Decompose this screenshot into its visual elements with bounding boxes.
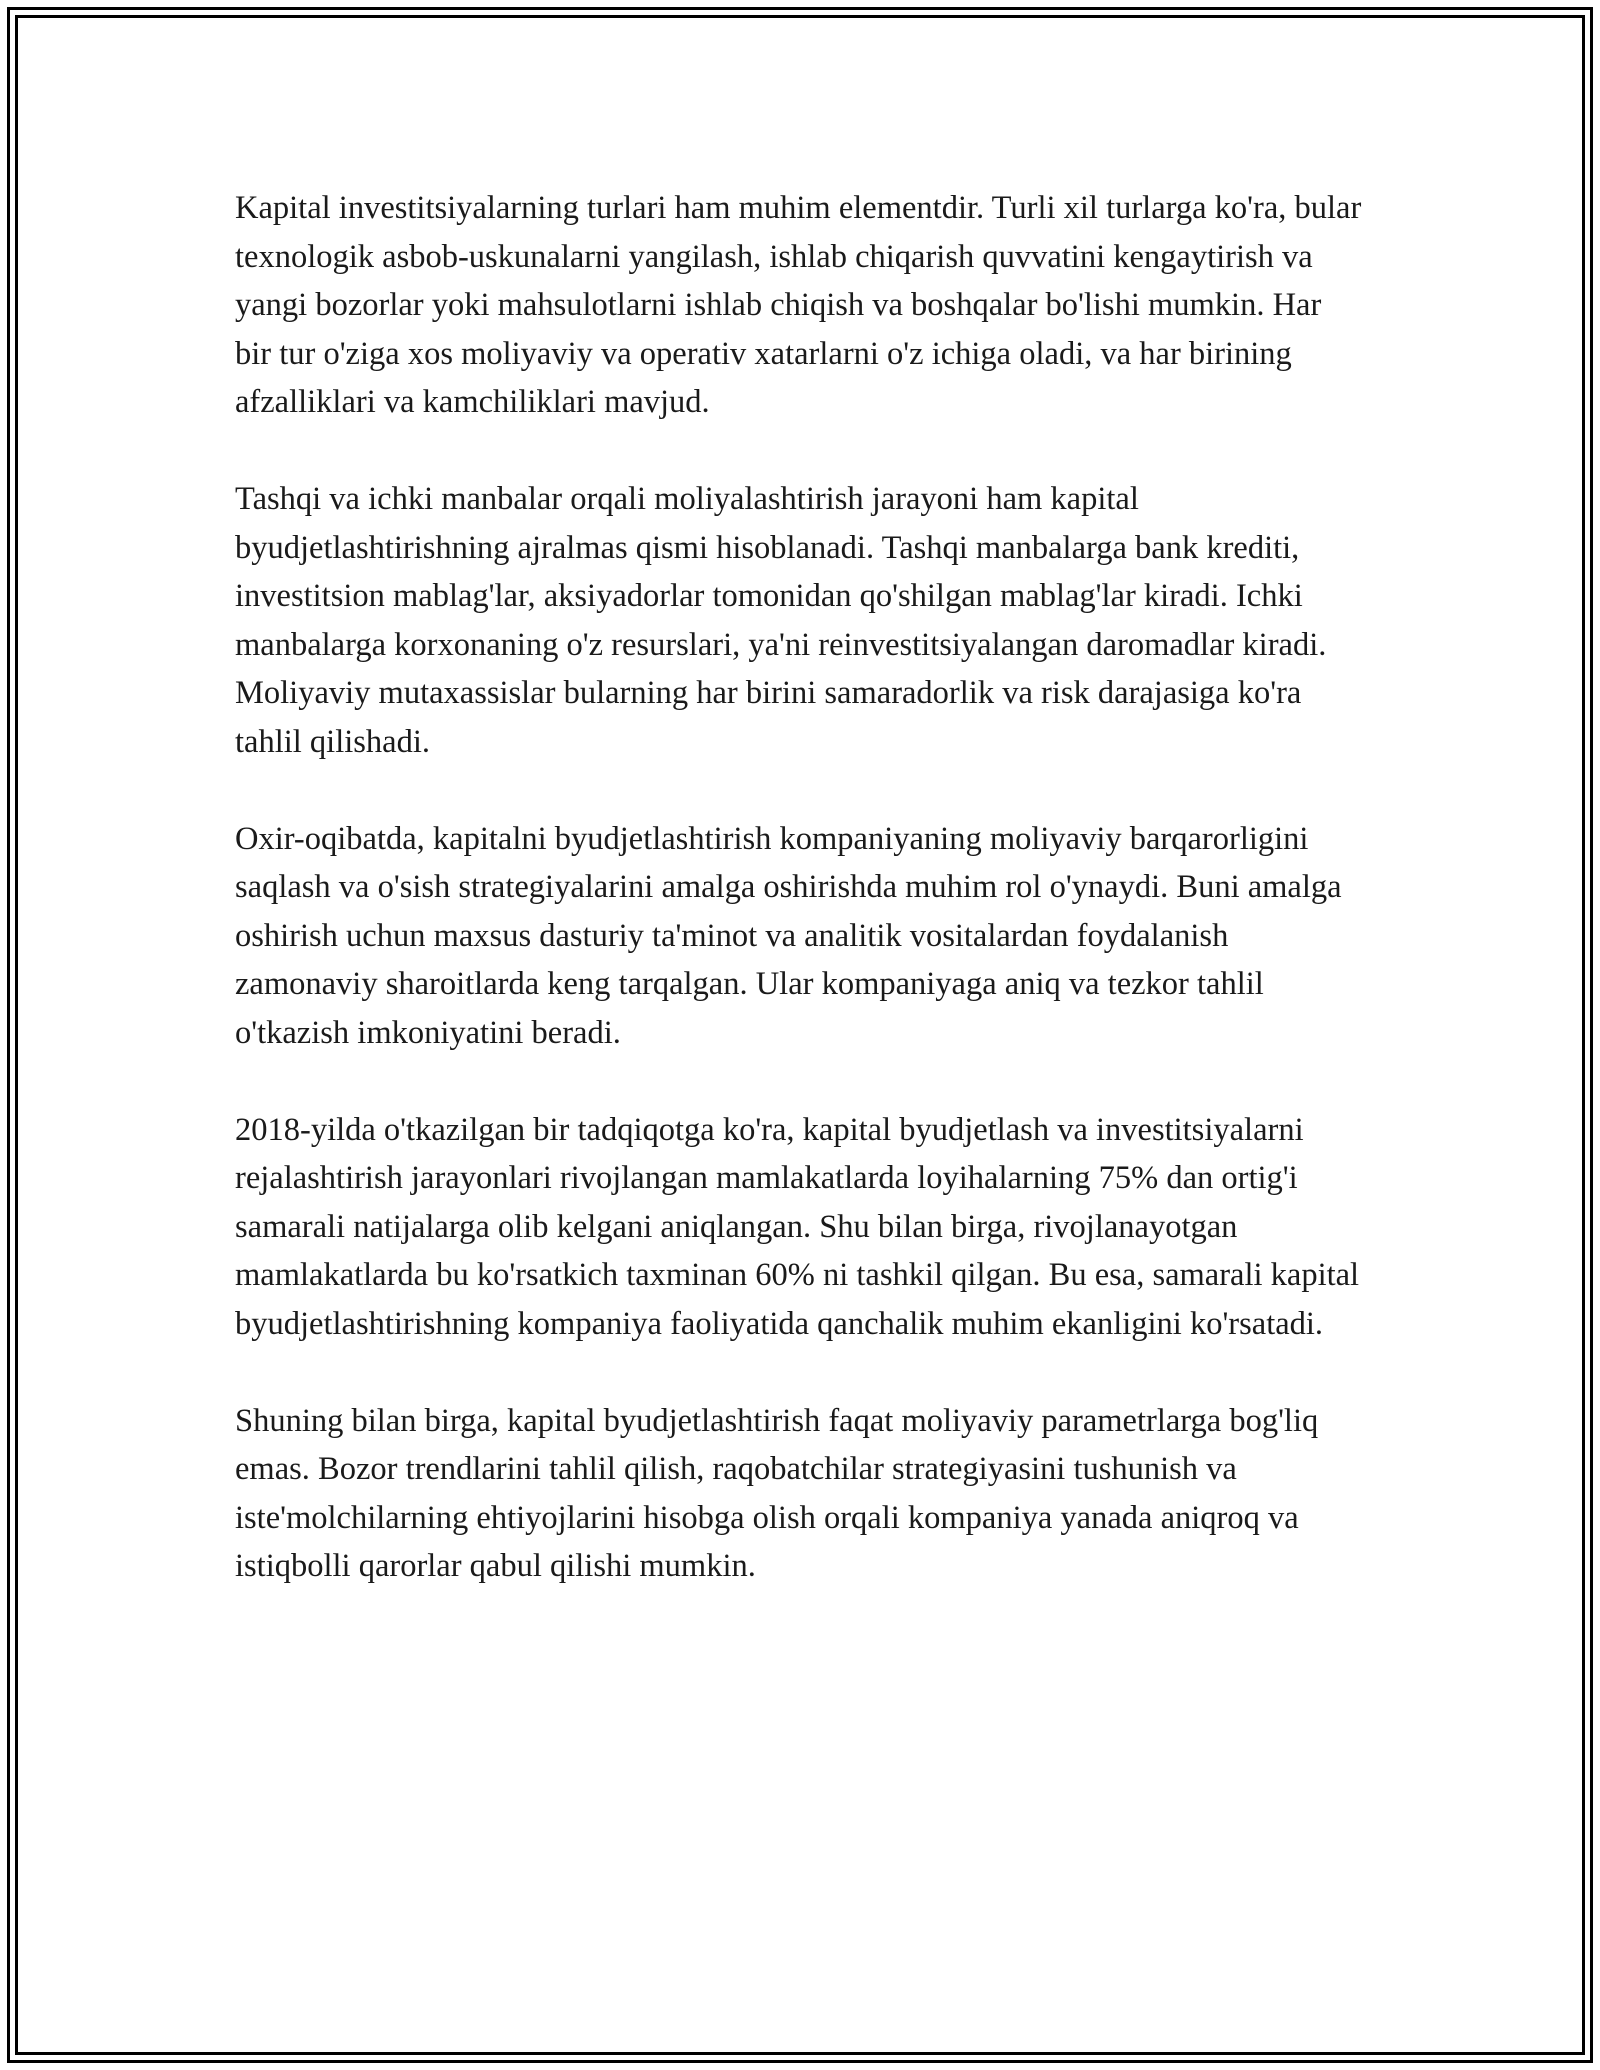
paragraph-2018-study: 2018-yilda o'tkazilgan bir tadqiqotga ko'ra, kapital byudjetlash va investitsiyalarni rejalashtirish jarayonlari rivojlangan mamlakatlarda loyihalarning 75% dan ortig'i samarali natijalarga olib kelgani aniqlangan. Shu bilan birga, rivojlanayotgan mamlakatlarda bu ko'rsatkich taxminan 60% ni tashkil qilgan. Bu esa, samarali kapital byudjetlashtirishning kompaniya faoliyatida qanchalik muhim ekanligini ko'rsatadi. [235, 1111, 1360, 1342]
paragraph-capital-investment-types: Kapital investitsiyalarning turlari ham muhim elementdir. Turli xil turlarga ko'ra, bular texnologik asbob-uskunalarni yangilash, ishlab chiqarish quvvatini kengaytirish va yangi bozorlar yoki mahsulotlarni ishlab chiqish va boshqalar bo'lishi mumkin. Har bir tur o'ziga xos moliyaviy va operativ xatarlarni o'z ichiga oladi, va har birining afzalliklari va kamchiliklari mavjud. [235, 190, 1362, 420]
document-body [235, 184, 1365, 1591]
paragraph-financing-sources: Tashqi va ichki manbalar orqali moliyalashtirish jarayoni ham kapital byudjetlashtirishning ajralmas qismi hisoblanadi. Tashqi manbalarga bank krediti, investitsion mablag'lar, aksiyadorlar tomonidan qo'shilgan mablag'lar kiradi. Ichki manbalarga korxonaning o'z resurslari, ya'ni reinvestitsiyalangan daromadlar kiradi. Moliyaviy mutaxassislar bularning har birini samaradorlik va risk darajasiga ko'ra tahlil qilishadi. [235, 481, 1327, 760]
paragraph-budgeting-role: Oxir-oqibatda, kapitalni byudjetlashtirish kompaniyaning moliyaviy barqarorligini saqlash va o'sish strategiyalarini amalga oshirishda muhim rol o'ynaydi. Buni amalga oshirish uchun maxsus dasturiy ta'minot va analitik vositalardan foydalanish zamonaviy sharoitlarda keng tarqalgan. Ular kompaniyaga aniq va tezkor tahlil o'tkazish imkoniyatini beradi. [235, 820, 1342, 1051]
paragraph-market-factors: Shuning bilan birga, kapital byudjetlashtirish faqat moliyaviy parametrlarga bog'liq emas. Bozor trendlarini tahlil qilish, raqobatchilar strategiyasini tushunish va iste'molchilarning ehtiyojlarini hisobga olish orqali kompaniya yanada aniqroq va istiqbolli qarorlar qabul qilishi mumkin. [235, 1402, 1319, 1584]
